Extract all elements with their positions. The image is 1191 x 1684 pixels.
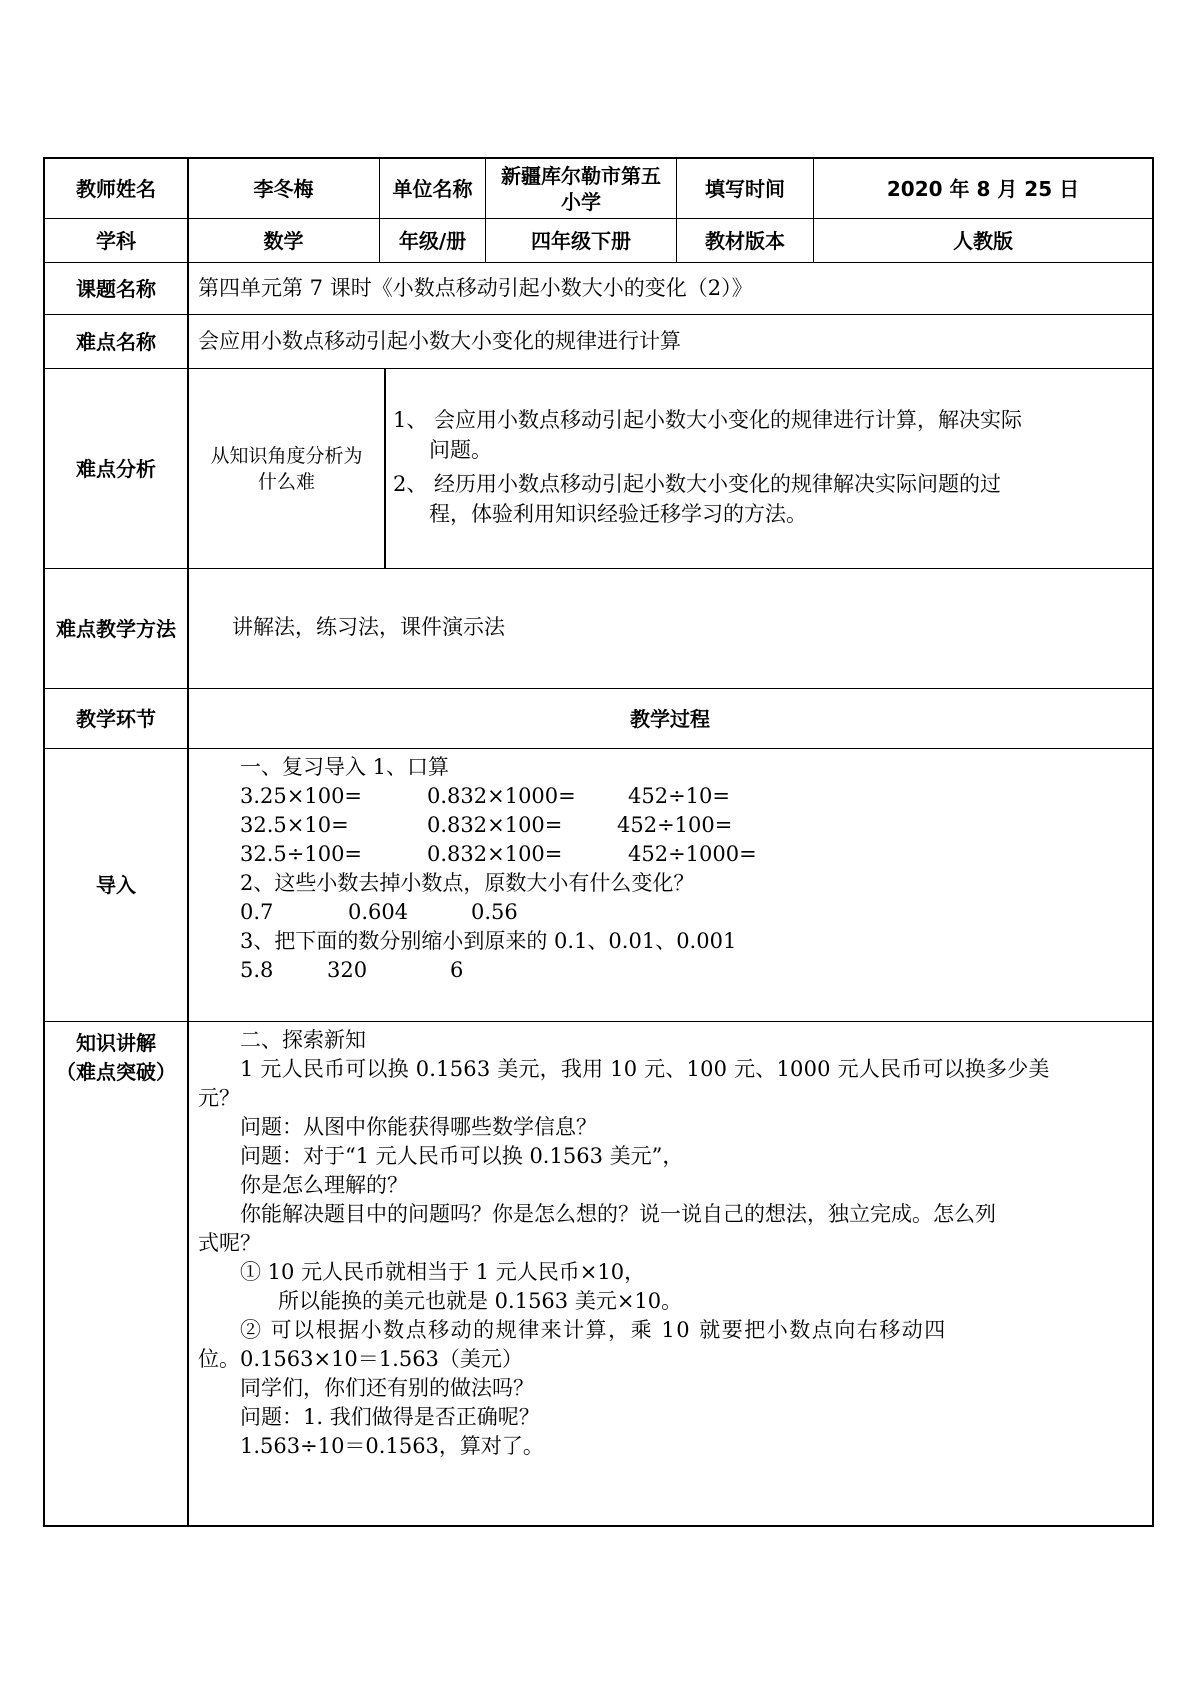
knowledge-line: 问题：从图中你能获得哪些数学信息？: [240, 1115, 597, 1139]
intro-line: 0.832×100=: [427, 813, 563, 837]
intro-line: 32.5÷100=: [240, 842, 363, 866]
knowledge-label-line2: （难点突破）: [56, 1060, 176, 1084]
knowledge-line: 1.563÷10＝0.1563，算对了。: [240, 1434, 544, 1458]
row-divider: [45, 262, 1152, 263]
date-value: 2020 年 8 月 25 日: [886, 176, 1080, 201]
difficulty-value: 会应用小数点移动引起小数大小变化的规律进行计算: [198, 329, 681, 353]
intro-line: 2、这些小数去掉小数点，原数大小有什么变化？: [240, 871, 695, 895]
textbook-value: 人教版: [953, 228, 1013, 253]
subject-value: 数学: [263, 228, 304, 253]
analysis-item2-line2: 程，体验利用知识经验迁移学习的方法。: [429, 502, 807, 526]
intro-line: 320: [327, 958, 368, 982]
knowledge-line: 同学们，你们还有别的做法吗？: [240, 1376, 534, 1400]
column-divider: [187, 159, 189, 1525]
intro-line: 452÷1000=: [628, 842, 757, 866]
knowledge-line: 二、探索新知: [240, 1028, 366, 1052]
intro-line: 0.832×1000=: [427, 784, 576, 808]
grade-value: 四年级下册: [531, 228, 631, 253]
difficulty-label: 难点名称: [76, 329, 156, 354]
row-divider: [45, 568, 1152, 569]
analysis-sub-label-line1: 从知识角度分析为: [210, 444, 363, 467]
row-divider: [45, 1021, 1152, 1022]
intro-line: 0.7: [240, 900, 274, 924]
lesson-plan-table: [43, 157, 1154, 1527]
topic-label: 课题名称: [76, 276, 156, 301]
knowledge-line: 问题：对于“1 元人民币可以换 0.1563 美元”，: [240, 1144, 684, 1168]
analysis-item1-line2: 问题。: [429, 438, 492, 462]
topic-value: 第四单元第 7 课时《小数点移动引起小数大小的变化（2）》: [198, 276, 753, 300]
analysis-item2-line1: 2、 经历用小数点移动引起小数大小变化的规律解决实际问题的过: [393, 472, 1002, 496]
knowledge-line: ① 10 元人民币就相当于 1 元人民币×10，: [240, 1260, 646, 1284]
knowledge-label: [45, 1029, 187, 1087]
column-divider: [384, 368, 386, 568]
knowledge-line: 式呢？: [198, 1231, 261, 1255]
intro-line: 3.25×100=: [240, 784, 363, 808]
intro-line: 5.8: [240, 958, 274, 982]
analysis-item1-line1: 1、 会应用小数点移动引起小数大小变化的规律进行计算，解决实际: [393, 408, 1023, 432]
knowledge-line: 你能解决题目中的问题吗？你是怎么想的？说一说自己的想法，独立完成。怎么列: [240, 1202, 996, 1226]
textbook-label: 教材版本: [705, 228, 785, 253]
knowledge-line: 问题：1. 我们做得是否正确呢？: [240, 1405, 540, 1429]
knowledge-line: 位。0.1563×10＝1.563（美元）: [198, 1347, 523, 1371]
knowledge-line: 所以能换的美元也就是 0.1563 美元×10。: [278, 1289, 683, 1313]
intro-line: 0.56: [471, 900, 518, 924]
teacher-name: 李冬梅: [253, 176, 314, 201]
process-value: 教学过程: [630, 706, 710, 731]
knowledge-line: 你是怎么理解的？: [240, 1173, 408, 1197]
intro-label: 导入: [96, 873, 136, 897]
method-value: 讲解法，练习法，课件演示法: [232, 615, 505, 639]
knowledge-label-line1: 知识讲解: [76, 1031, 156, 1055]
intro-line: 0.832×100=: [427, 842, 563, 866]
intro-line: 452÷10=: [628, 784, 730, 808]
unit-name-line2: 小学: [561, 189, 601, 214]
knowledge-line: ② 可以根据小数点移动的规律来计算，乘 10 就要把小数点向右移动四: [240, 1318, 947, 1342]
process-label: 教学环节: [76, 706, 156, 731]
analysis-sub-label-line2: 什么难: [257, 470, 315, 493]
unit-label: 单位名称: [392, 176, 473, 201]
subject-label: 学科: [96, 228, 136, 253]
intro-line: 一、复习导入 1、口算: [240, 755, 450, 779]
unit-name: [486, 159, 676, 218]
grade-label: 年级/册: [398, 228, 467, 253]
teacher-label: 教师姓名: [76, 176, 156, 201]
unit-name-line1: 新疆库尔勒市第五: [501, 163, 661, 188]
method-label: 难点教学方法: [56, 616, 176, 641]
intro-line: 3、把下面的数分别缩小到原来的 0.1、0.01、0.001: [240, 929, 737, 953]
intro-line: 452÷100=: [617, 813, 733, 837]
intro-line: 0.604: [348, 900, 409, 924]
analysis-label: 难点分析: [76, 456, 156, 481]
date-label: 填写时间: [705, 176, 785, 201]
analysis-sub-label: [189, 369, 384, 568]
row-divider: [45, 748, 1152, 749]
knowledge-line: 元？: [198, 1086, 240, 1110]
row-divider: [45, 314, 1152, 315]
intro-line: 6: [450, 958, 464, 982]
intro-line: 32.5×10=: [240, 813, 349, 837]
knowledge-line: 1 元人民币可以换 0.1563 美元，我用 10 元、100 元、1000 元人民币可以换多少美: [240, 1057, 1050, 1081]
